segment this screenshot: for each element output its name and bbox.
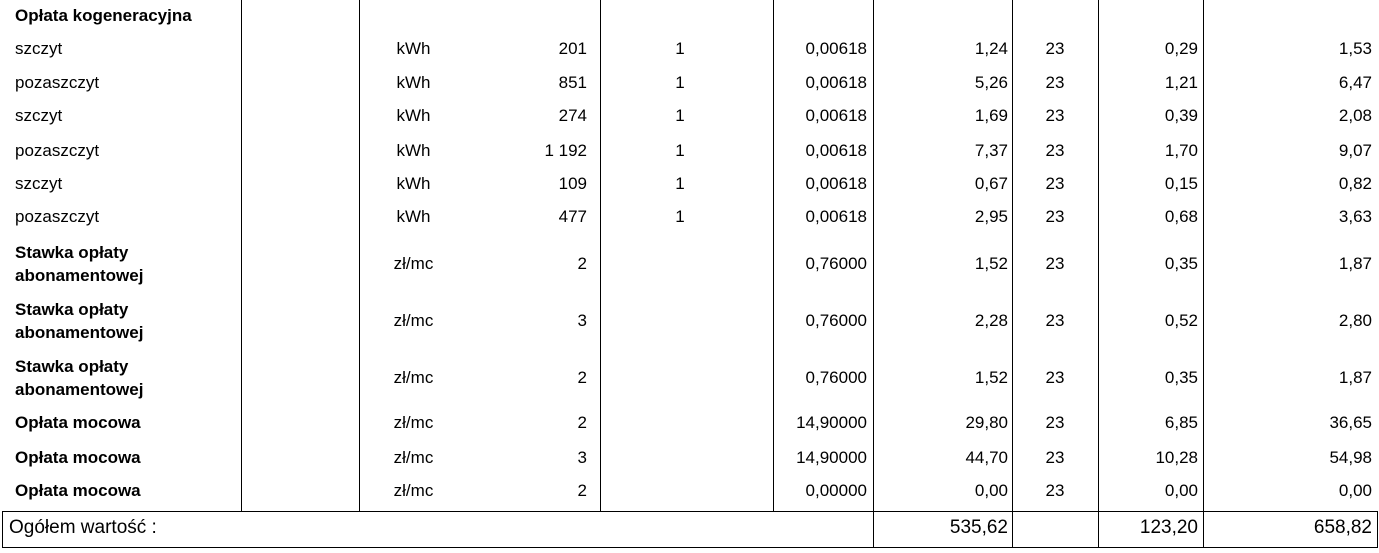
- section-title: Opłata kogeneracyjna: [15, 6, 192, 25]
- row-net-value: 1,24: [974, 39, 1008, 58]
- row-multiplier: 1: [675, 106, 685, 125]
- row-unit-price: 0,00618: [805, 174, 867, 193]
- row-name: Stawka opłaty abonamentowej: [15, 300, 144, 342]
- row-quantity: 201: [558, 39, 587, 58]
- row-unit: kWh: [396, 73, 431, 92]
- row-net-value: 2,28: [974, 311, 1008, 330]
- row-quantity: 2: [577, 368, 587, 387]
- row-vat-rate: 23: [1045, 481, 1065, 500]
- row-unit: kWh: [396, 106, 431, 125]
- row-net-value: 2,95: [974, 207, 1008, 226]
- row-quantity: 477: [558, 207, 587, 226]
- row-name: pozaszczyt: [15, 73, 100, 92]
- row-unit-price: 0,00618: [805, 141, 867, 160]
- row-vat-rate: 23: [1045, 39, 1065, 58]
- row-quantity: 2: [577, 413, 587, 432]
- row-vat-amount: 0,29: [1164, 39, 1198, 58]
- row-vat-amount: 0,68: [1164, 207, 1198, 226]
- row-unit-price: 14,90000: [796, 413, 867, 432]
- row-gross-value: 0,82: [1338, 174, 1372, 193]
- row-net-value: 29,80: [965, 413, 1008, 432]
- column-divider: [1098, 0, 1099, 511]
- footer-divider: [1377, 511, 1378, 547]
- row-net-value: 7,37: [974, 141, 1008, 160]
- row-vat-rate: 23: [1045, 413, 1065, 432]
- row-gross-value: 1,87: [1338, 254, 1372, 273]
- row-name: pozaszczyt: [15, 207, 100, 226]
- row-multiplier: 1: [675, 141, 685, 160]
- row-quantity: 274: [558, 106, 587, 125]
- row-vat-rate: 23: [1045, 448, 1065, 467]
- row-unit: kWh: [396, 141, 431, 160]
- row-name: Stawka opłaty abonamentowej: [15, 243, 144, 285]
- row-quantity: 851: [558, 73, 587, 92]
- row-unit-price: 0,00618: [805, 39, 867, 58]
- footer-divider: [873, 511, 874, 547]
- row-net-value: 0,67: [974, 174, 1008, 193]
- row-net-value: 44,70: [965, 448, 1008, 467]
- footer-top-rule: [2, 511, 1378, 512]
- row-vat-amount: 1,21: [1164, 73, 1198, 92]
- row-multiplier: 1: [675, 207, 685, 226]
- row-unit-price: 0,76000: [805, 254, 867, 273]
- row-gross-value: 6,47: [1338, 73, 1372, 92]
- row-vat-amount: 0,35: [1164, 368, 1198, 387]
- row-vat-rate: 23: [1045, 254, 1065, 273]
- footer-divider: [1203, 511, 1204, 547]
- row-unit: zł/mc: [393, 481, 434, 500]
- row-quantity: 3: [577, 311, 587, 330]
- row-name: szczyt: [15, 174, 63, 193]
- row-vat-amount: 0,52: [1164, 311, 1198, 330]
- row-vat-rate: 23: [1045, 207, 1065, 226]
- row-name: Opłata mocowa: [15, 448, 141, 467]
- row-gross-value: 0,00: [1338, 481, 1372, 500]
- row-unit: zł/mc: [393, 311, 434, 330]
- row-name: Opłata mocowa: [15, 413, 141, 432]
- row-gross-value: 3,63: [1338, 207, 1372, 226]
- row-unit-price: 0,00618: [805, 207, 867, 226]
- row-gross-value: 2,08: [1338, 106, 1372, 125]
- row-unit-price: 0,00618: [805, 106, 867, 125]
- row-unit: zł/mc: [393, 254, 434, 273]
- row-unit: kWh: [396, 39, 431, 58]
- total-net: 535,62: [949, 517, 1008, 538]
- row-vat-amount: 0,39: [1164, 106, 1198, 125]
- row-quantity: 1 192: [544, 141, 587, 160]
- row-vat-amount: 0,35: [1164, 254, 1198, 273]
- row-multiplier: 1: [675, 39, 685, 58]
- row-unit: kWh: [396, 174, 431, 193]
- row-vat-rate: 23: [1045, 174, 1065, 193]
- row-vat-amount: 0,00: [1164, 481, 1198, 500]
- row-vat-amount: 1,70: [1164, 141, 1198, 160]
- column-divider: [773, 0, 774, 511]
- row-unit: zł/mc: [393, 413, 434, 432]
- row-gross-value: 1,53: [1338, 39, 1372, 58]
- row-vat-rate: 23: [1045, 106, 1065, 125]
- total-gross: 658,82: [1313, 517, 1372, 538]
- row-unit-price: 14,90000: [796, 448, 867, 467]
- row-net-value: 1,52: [974, 368, 1008, 387]
- row-unit: zł/mc: [393, 448, 434, 467]
- row-vat-rate: 23: [1045, 368, 1065, 387]
- row-quantity: 2: [577, 481, 587, 500]
- row-unit: zł/mc: [393, 368, 434, 387]
- row-name: pozaszczyt: [15, 141, 100, 160]
- column-divider: [241, 0, 242, 511]
- column-divider: [873, 0, 874, 511]
- row-quantity: 2: [577, 254, 587, 273]
- column-divider: [1203, 0, 1204, 511]
- row-quantity: 109: [558, 174, 587, 193]
- row-gross-value: 9,07: [1338, 141, 1372, 160]
- row-unit: kWh: [396, 207, 431, 226]
- total-label: Ogółem wartość :: [9, 517, 157, 538]
- row-net-value: 1,52: [974, 254, 1008, 273]
- row-unit-price: 0,76000: [805, 311, 867, 330]
- row-unit-price: 0,00618: [805, 73, 867, 92]
- row-net-value: 5,26: [974, 73, 1008, 92]
- row-name: Stawka opłaty abonamentowej: [15, 357, 144, 399]
- row-vat-rate: 23: [1045, 311, 1065, 330]
- row-vat-rate: 23: [1045, 73, 1065, 92]
- row-unit-price: 0,76000: [805, 368, 867, 387]
- row-gross-value: 2,80: [1338, 311, 1372, 330]
- row-vat-amount: 6,85: [1164, 413, 1198, 432]
- row-gross-value: 36,65: [1329, 413, 1372, 432]
- row-net-value: 1,69: [974, 106, 1008, 125]
- footer-divider: [1012, 511, 1013, 547]
- row-name: Opłata mocowa: [15, 481, 141, 500]
- row-quantity: 3: [577, 448, 587, 467]
- row-unit-price: 0,00000: [805, 481, 867, 500]
- footer-divider: [2, 511, 3, 547]
- row-name: szczyt: [15, 39, 63, 58]
- row-name: szczyt: [15, 106, 63, 125]
- total-vat: 123,20: [1139, 517, 1198, 538]
- footer-divider: [1098, 511, 1099, 547]
- column-divider: [1012, 0, 1013, 511]
- row-vat-amount: 10,28: [1155, 448, 1198, 467]
- row-net-value: 0,00: [974, 481, 1008, 500]
- row-gross-value: 1,87: [1338, 368, 1372, 387]
- row-vat-amount: 0,15: [1164, 174, 1198, 193]
- row-multiplier: 1: [675, 174, 685, 193]
- row-vat-rate: 23: [1045, 141, 1065, 160]
- footer-bottom-rule: [2, 547, 1378, 548]
- row-gross-value: 54,98: [1329, 448, 1372, 467]
- row-multiplier: 1: [675, 73, 685, 92]
